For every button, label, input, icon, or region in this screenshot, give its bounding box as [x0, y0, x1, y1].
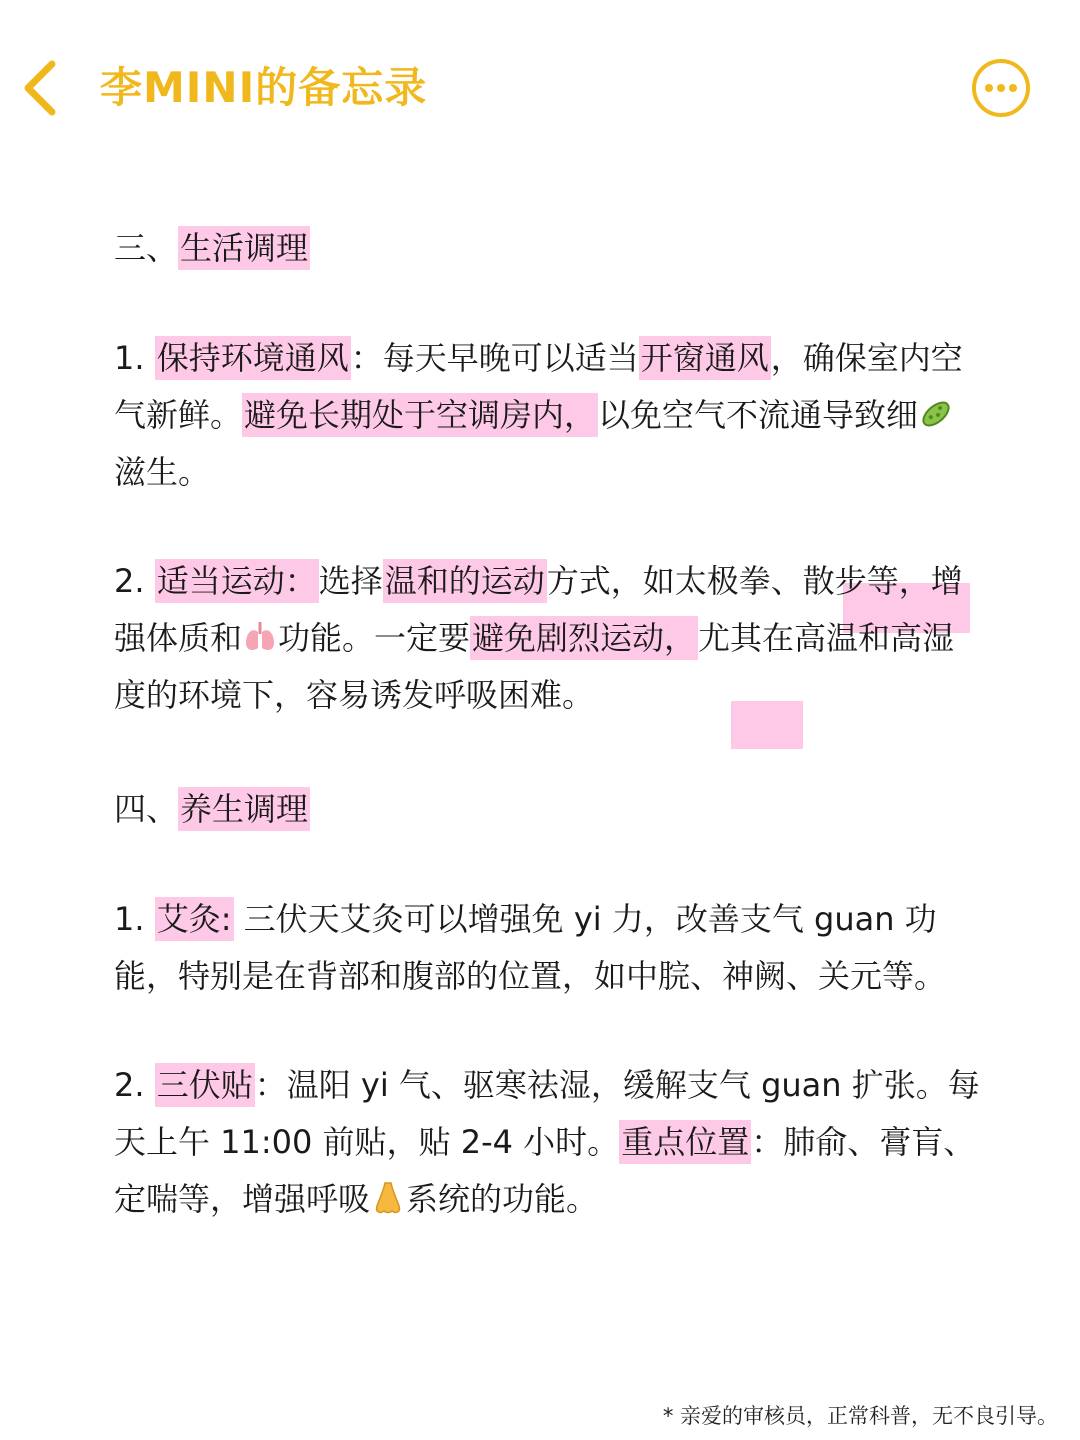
body-text: 系统的功能。: [406, 1180, 599, 1218]
highlight-text: 适当运动：: [155, 559, 319, 603]
body-text: 以免空气不流通导致细: [598, 396, 919, 434]
body-text: 尤其在高温和高湿度的环境下，容易诱发呼吸困难。: [114, 619, 955, 714]
body-text: ：肺俞、膏肓、定喘等，增强呼吸: [114, 1123, 976, 1218]
section-title: 生活调理: [178, 226, 310, 270]
footnote: * 亲爱的审核员，正常科普，无不良引导。: [662, 1404, 1058, 1428]
highlight-text: 艾灸:: [155, 897, 234, 941]
app-title: 李MINI的备忘录: [100, 63, 428, 112]
body-text: 功能。一定要: [278, 619, 471, 657]
body-text: ，确保室内空气新鲜。: [114, 339, 963, 434]
highlight-text: 避免长期处于空调房内，: [242, 393, 598, 437]
highlight-text: 保持环境通风: [155, 336, 351, 380]
body-text: ：每天早晚可以适当: [350, 339, 639, 377]
highlight-text: 开窗通风: [639, 336, 771, 380]
note-body: [114, 218, 984, 1228]
more-dots-icon: [971, 58, 1031, 118]
nose-icon: [370, 1180, 406, 1216]
highlight-text: 避免剧烈运动，: [470, 616, 698, 660]
highlight-text: 三伏贴: [155, 1063, 255, 1107]
body-text: 三伏天艾灸可以增强免 yi 力，改善支气 guan 功能，特别是在背部和腹部的位置，如中脘、神阙、关元等。: [114, 900, 947, 995]
item-number: 1.: [114, 339, 155, 377]
list-item: [114, 1057, 984, 1228]
section-number: 三、: [114, 229, 179, 267]
section-heading-lifestyle: [114, 218, 984, 278]
list-item: [114, 330, 984, 501]
lungs-icon: [242, 619, 278, 655]
highlight-text: 重点位置: [619, 1120, 751, 1164]
section-number: 四、: [114, 790, 179, 828]
section-heading-wellness: [114, 779, 984, 839]
item-number: 2.: [114, 1066, 155, 1104]
body-text: 方式，如太极拳、散步等，增强体质和: [114, 562, 963, 657]
list-item: [114, 553, 984, 724]
body-text: ：温阳 yi 气、驱寒祛湿，缓解支气 guan 扩张。每天上午 11:00 前贴，贴 2-4 小时。: [114, 1066, 980, 1161]
list-item: [114, 891, 984, 1005]
body-text: 滋生。: [114, 453, 211, 491]
body-text: 选择: [318, 562, 383, 600]
section-title: 养生调理: [178, 787, 310, 831]
top-bar: [0, 0, 1080, 175]
microbe-icon: [918, 396, 954, 432]
item-number: 2.: [114, 562, 155, 600]
chevron-left-icon: [18, 58, 62, 118]
back-button[interactable]: [18, 58, 62, 118]
item-number: 1.: [114, 900, 155, 938]
more-button[interactable]: [971, 58, 1031, 118]
highlight-text: 温和的运动: [383, 559, 547, 603]
